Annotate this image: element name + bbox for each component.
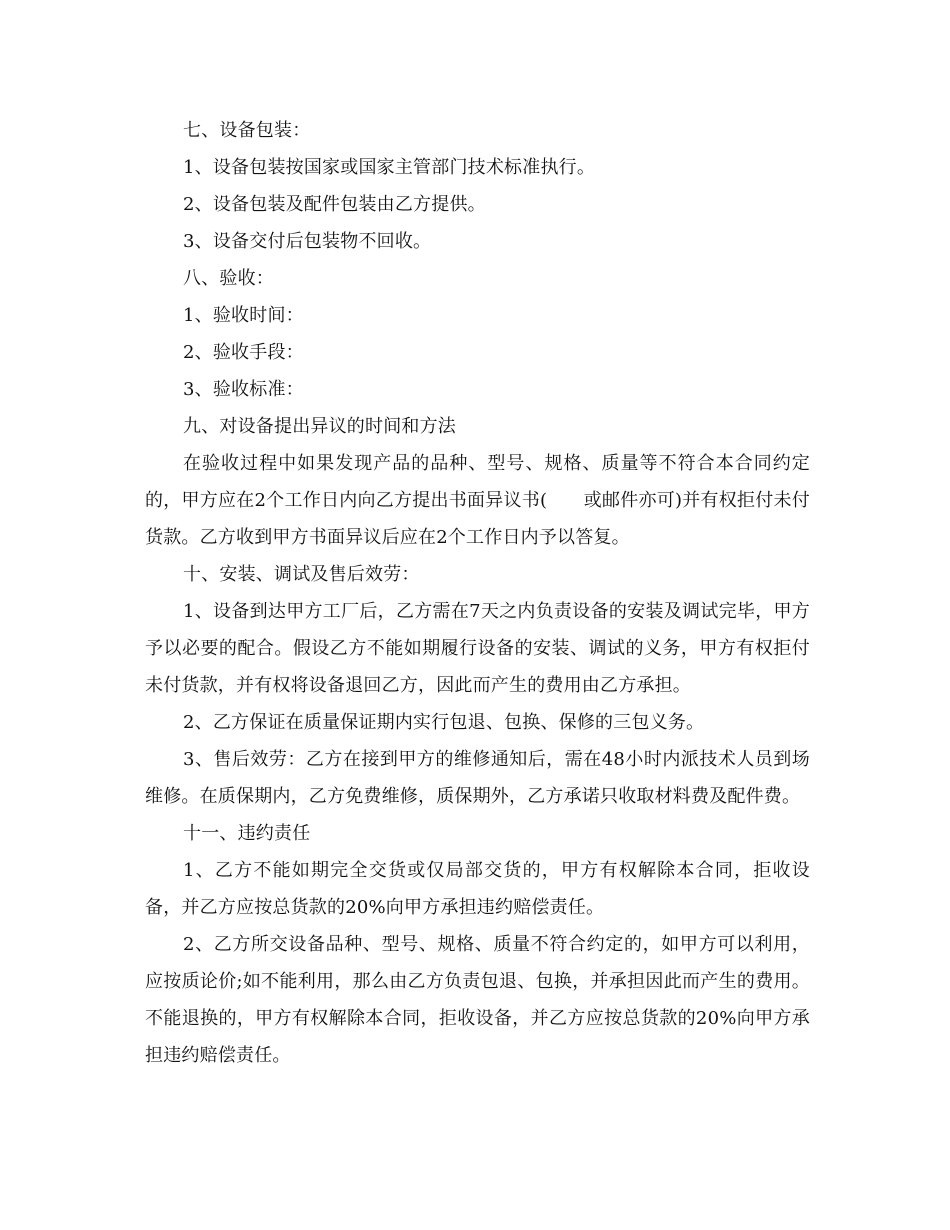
section-heading-liability: 十一、违约责任 [183, 823, 311, 844]
paragraph: 3、设备交付后包装物不回收。 [183, 231, 432, 252]
section-heading-acceptance: 八、验收： [183, 268, 274, 289]
section-heading-installation: 十、安装、调试及售后效劳： [183, 564, 420, 585]
paragraph: 1、设备包装按国家或国家主管部门技术标准执行。 [183, 157, 596, 178]
paragraph: 2、乙方保证在质量保证期内实行包退、包换、保修的三包义务。 [183, 712, 705, 733]
paragraph: 3、验收标准： [183, 379, 304, 400]
paragraph: 3、售后效劳：乙方在接到甲方的维修通知后，需在48小时内派技术人员到场维修。在质保期内，乙方免费维修，质保期外，乙方承诺只收取材料费及配件费。 [145, 749, 810, 807]
paragraph: 2、乙方所交设备品种、型号、规格、质量不符合约定的，如甲方可以利用，应按质论价;如不能利用，那么由乙方负责包退、包换，并承担因此而产生的费用。不能退换的，甲方有权解除本合同，拒收设备，并乙方应按总货款的20%向甲方承担违约赔偿责任。 [145, 934, 810, 1066]
document-body [145, 112, 810, 1074]
section-heading-objection: 九、对设备提出异议的时间和方法 [183, 416, 456, 437]
paragraph: 1、乙方不能如期完全交货或仅局部交货的，甲方有权解除本合同，拒收设备，并乙方应按总货款的20%向甲方承担违约赔偿责任。 [145, 860, 810, 918]
paragraph: 2、验收手段： [183, 342, 304, 363]
section-heading-packaging: 七、设备包装： [183, 120, 311, 141]
paragraph: 在验收过程中如果发现产品的品种、型号、规格、质量等不符合本合同约定的，甲方应在2个工作日内向乙方提出书面异议书( 或邮件亦可)并有权拒付未付货款。乙方收到甲方书面异议后应在2个工作日内予以答复。 [145, 453, 810, 548]
paragraph: 1、验收时间： [183, 305, 304, 326]
paragraph: 2、设备包装及配件包装由乙方提供。 [183, 194, 486, 215]
paragraph: 1、设备到达甲方工厂后，乙方需在7天之内负责设备的安装及调试完毕，甲方予以必要的配合。假设乙方不能如期履行设备的安装、调试的义务，甲方有权拒付未付货款，并有权将设备退回乙方，因此而产生的费用由乙方承担。 [145, 601, 810, 696]
